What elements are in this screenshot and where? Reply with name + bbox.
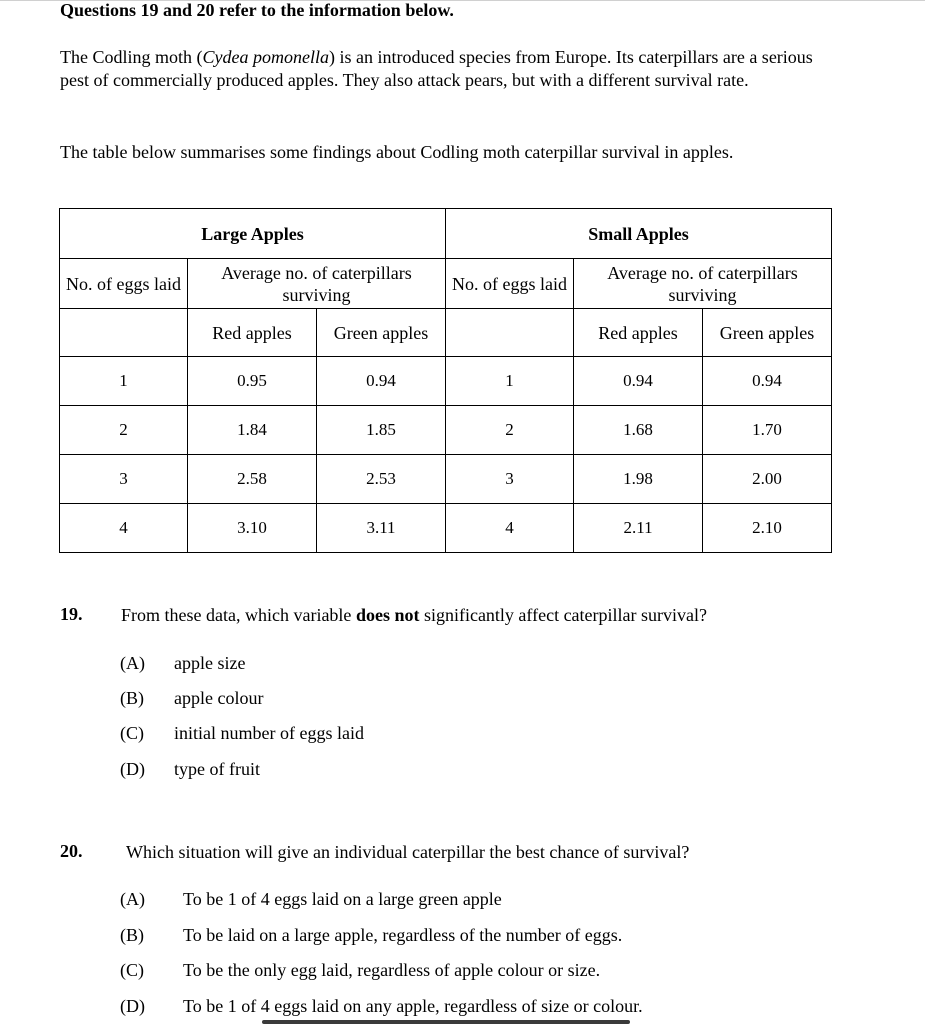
small-red-cell: 1.68	[574, 406, 703, 455]
empty-cell	[446, 309, 574, 357]
q19-option-text: apple size	[174, 653, 246, 673]
q19-option-letter: (C)	[120, 723, 144, 743]
large-red-cell: 2.58	[188, 455, 317, 504]
eggs-cell: 2	[60, 406, 188, 455]
q20-number: 20.	[60, 841, 83, 861]
q20-option-letter: (B)	[120, 925, 144, 945]
q20-question: Which situation will give an individual caterpillar the best chance of survival?	[126, 842, 690, 862]
q20-option-letter: (C)	[120, 960, 144, 980]
table-row	[60, 406, 832, 455]
q19-question	[121, 604, 841, 626]
survival-table	[59, 208, 832, 553]
eggs-cell: 4	[446, 504, 574, 553]
intro-part1: The Codling moth (	[60, 47, 203, 67]
q20-option-letter: (A)	[120, 889, 145, 909]
large-red-cell: 1.84	[188, 406, 317, 455]
table-row	[60, 455, 832, 504]
q20-option-letter: (D)	[120, 996, 145, 1016]
small-red-cell: 1.98	[574, 455, 703, 504]
green-header-small: Green apples	[703, 309, 832, 357]
empty-cell	[60, 309, 188, 357]
q19-option-text: type of fruit	[174, 759, 260, 779]
red-header-small: Red apples	[574, 309, 703, 357]
avg-header-small: Average no. of caterpillars surviving	[574, 259, 832, 309]
eggs-cell: 4	[60, 504, 188, 553]
table-header-row	[60, 259, 832, 309]
q19-text-after: significantly affect caterpillar survival?	[419, 605, 707, 625]
section-heading: Questions 19 and 20 refer to the information below.	[60, 0, 454, 20]
q19-text-before: From these data, which variable	[121, 605, 356, 625]
small-green-cell: 2.00	[703, 455, 832, 504]
q20-option-text: To be 1 of 4 eggs laid on any apple, regardless of size or colour.	[183, 996, 643, 1016]
table-title-row	[60, 209, 832, 259]
eggs-cell: 2	[446, 406, 574, 455]
species-name: Cydea pomonella	[202, 47, 329, 67]
large-red-cell: 0.95	[188, 357, 317, 406]
large-red-cell: 3.10	[188, 504, 317, 553]
small-apples-title: Small Apples	[446, 209, 832, 259]
red-header-large: Red apples	[188, 309, 317, 357]
eggs-cell: 1	[60, 357, 188, 406]
table-colour-row	[60, 309, 832, 357]
q19-number: 19.	[60, 604, 83, 624]
q19-option-letter: (D)	[120, 759, 145, 779]
large-apples-title: Large Apples	[60, 209, 446, 259]
q19-option-letter: (A)	[120, 653, 145, 673]
q19-option-text: apple colour	[174, 688, 264, 708]
q19-text-bold: does not	[355, 605, 420, 625]
eggs-cell: 3	[60, 455, 188, 504]
table-row	[60, 504, 832, 553]
eggs-cell: 1	[446, 357, 574, 406]
table-row	[60, 357, 832, 406]
large-green-cell: 2.53	[317, 455, 446, 504]
small-green-cell: 0.94	[703, 357, 832, 406]
eggs-header-large: No. of eggs laid	[60, 259, 188, 309]
q20-option-text: To be 1 of 4 eggs laid on a large green apple	[183, 889, 502, 909]
q20-option-text: To be the only egg laid, regardless of apple colour or size.	[183, 960, 601, 980]
intro-part2: ) is an introduced species from Europe. Its caterpillars are a serious pest of commercially produced apples. They also attack pears, but with a different survival rate.	[60, 47, 813, 90]
small-red-cell: 0.94	[574, 357, 703, 406]
small-red-cell: 2.11	[574, 504, 703, 553]
large-green-cell: 3.11	[317, 504, 446, 553]
q20-option-text: To be laid on a large apple, regardless of the number of eggs.	[183, 925, 623, 945]
q19-option-text: initial number of eggs laid	[174, 723, 364, 743]
table-summary: The table below summarises some findings about Codling moth caterpillar survival in apples.	[60, 142, 734, 162]
intro-paragraph	[60, 46, 840, 91]
large-green-cell: 0.94	[317, 357, 446, 406]
eggs-cell: 3	[446, 455, 574, 504]
green-header-large: Green apples	[317, 309, 446, 357]
eggs-header-small: No. of eggs laid	[446, 259, 574, 309]
small-green-cell: 1.70	[703, 406, 832, 455]
avg-header-large: Average no. of caterpillars surviving	[188, 259, 446, 309]
scrollbar-thumb[interactable]	[262, 1020, 630, 1024]
small-green-cell: 2.10	[703, 504, 832, 553]
large-green-cell: 1.85	[317, 406, 446, 455]
q19-option-letter: (B)	[120, 688, 144, 708]
